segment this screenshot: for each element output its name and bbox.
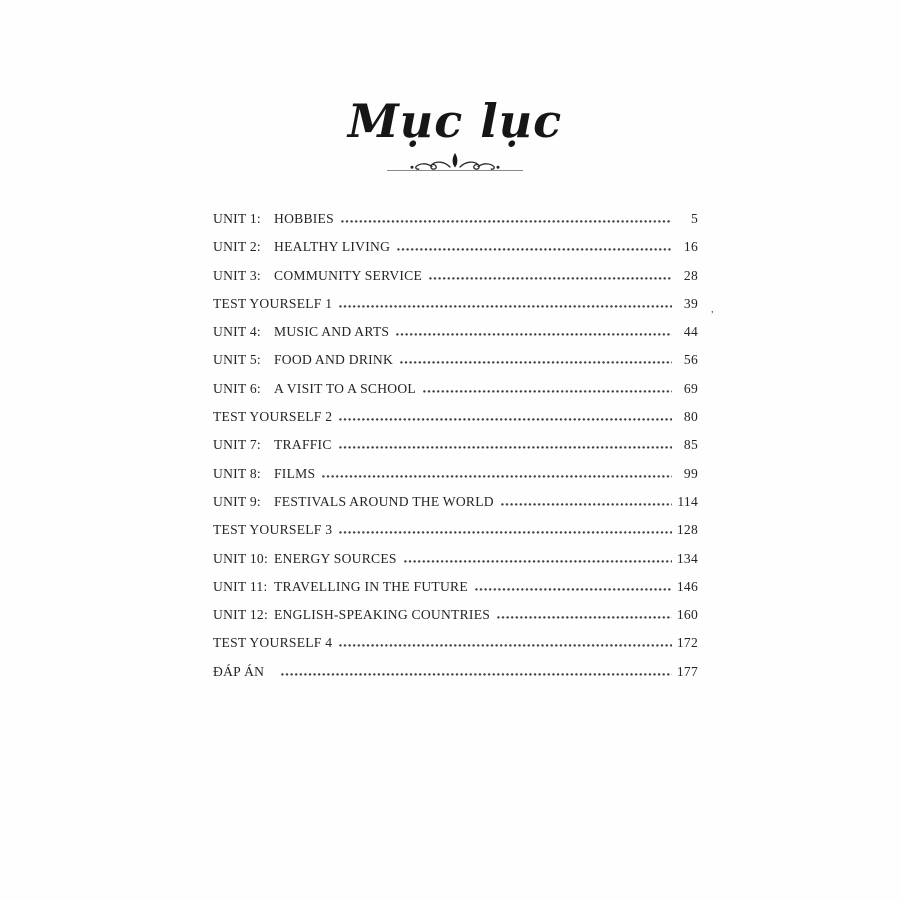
toc-entry bbox=[213, 268, 698, 283]
toc-entry bbox=[213, 409, 698, 424]
scan-speck: , bbox=[711, 303, 714, 315]
page-number: 5 bbox=[690, 211, 698, 226]
dot-leader bbox=[339, 530, 672, 534]
dot-leader bbox=[339, 417, 672, 421]
flourish-divider-icon bbox=[387, 150, 523, 176]
entry-title: MUSIC AND ARTS bbox=[274, 324, 390, 340]
page-number: 39 bbox=[683, 295, 698, 311]
toc-entry bbox=[213, 607, 698, 622]
toc-entry bbox=[213, 239, 698, 254]
entry-title: HEALTHY LIVING bbox=[274, 239, 391, 255]
dot-leader bbox=[397, 247, 672, 251]
dot-leader bbox=[404, 559, 672, 563]
entry-title: ENGLISH-SPEAKING COUNTRIES bbox=[274, 607, 491, 623]
entry-title: TRAFFIC bbox=[274, 437, 332, 453]
dot-leader bbox=[423, 389, 672, 393]
page-number: 80 bbox=[683, 409, 698, 425]
toc-entry bbox=[213, 635, 698, 650]
toc-entry bbox=[213, 522, 698, 537]
dot-leader bbox=[339, 643, 672, 647]
page-number: 16 bbox=[683, 239, 698, 255]
dot-leader bbox=[429, 276, 672, 280]
dot-leader bbox=[339, 445, 672, 449]
entry-title: HOBBIES bbox=[274, 211, 334, 226]
entry-label: UNIT 1: bbox=[213, 211, 261, 226]
page-number: 85 bbox=[683, 437, 698, 453]
toc-entry bbox=[213, 437, 698, 452]
entry-label: UNIT 10: bbox=[213, 550, 268, 566]
entry-label: UNIT 5: bbox=[213, 352, 261, 368]
entry-label: TEST YOURSELF 1 bbox=[213, 295, 333, 311]
page-number: 177 bbox=[676, 663, 698, 679]
entry-title: FILMS bbox=[274, 465, 316, 481]
dot-leader bbox=[396, 332, 672, 336]
entry-title: FOOD AND DRINK bbox=[274, 352, 394, 368]
page-number: 134 bbox=[676, 550, 698, 566]
toc-entry bbox=[213, 664, 698, 679]
toc-entry bbox=[213, 466, 698, 481]
entry-label: UNIT 4: bbox=[213, 324, 261, 340]
toc-entry bbox=[213, 211, 698, 226]
toc-entry bbox=[213, 579, 698, 594]
toc-entry bbox=[213, 352, 698, 367]
dot-leader bbox=[475, 587, 672, 591]
entry-label: UNIT 8: bbox=[213, 465, 261, 481]
toc-entry bbox=[213, 324, 698, 339]
entry-label: UNIT 7: bbox=[213, 437, 261, 453]
dot-leader bbox=[400, 360, 672, 364]
page-number: 114 bbox=[677, 493, 698, 509]
entry-label: UNIT 3: bbox=[213, 267, 261, 283]
dot-leader bbox=[281, 672, 672, 676]
toc-entry bbox=[213, 494, 698, 509]
page-number: 146 bbox=[676, 578, 698, 594]
page-number: 99 bbox=[683, 465, 698, 481]
toc-list bbox=[213, 211, 698, 692]
entry-label: UNIT 9: bbox=[213, 493, 261, 509]
page-number: 128 bbox=[676, 522, 698, 538]
dot-leader bbox=[501, 502, 672, 506]
page-number: 160 bbox=[676, 607, 698, 623]
entry-label: UNIT 12: bbox=[213, 607, 268, 623]
toc-entry bbox=[213, 381, 698, 396]
entry-label: UNIT 6: bbox=[213, 380, 261, 396]
dot-leader bbox=[339, 304, 672, 308]
entry-title: A VISIT TO A SCHOOL bbox=[274, 380, 416, 396]
toc-entry bbox=[213, 551, 698, 566]
page-number: 28 bbox=[683, 267, 698, 283]
entry-title: TRAVELLING IN THE FUTURE bbox=[274, 578, 468, 594]
dot-leader bbox=[322, 474, 672, 478]
page-title: Mục lục bbox=[347, 94, 563, 148]
entry-title: FESTIVALS AROUND THE WORLD bbox=[274, 493, 494, 509]
entry-label: ĐÁP ÁN bbox=[213, 663, 268, 679]
dot-leader bbox=[497, 615, 672, 619]
page-number: 172 bbox=[676, 635, 698, 651]
page-number: 44 bbox=[683, 324, 698, 340]
entry-label: UNIT 2: bbox=[213, 239, 261, 255]
entry-label: TEST YOURSELF 2 bbox=[213, 409, 333, 425]
page-number: 56 bbox=[683, 352, 698, 368]
dot-leader bbox=[341, 219, 672, 223]
entry-title: COMMUNITY SERVICE bbox=[274, 267, 423, 283]
entry-label: UNIT 11: bbox=[213, 578, 268, 594]
entry-title: ENERGY SOURCES bbox=[274, 550, 397, 566]
toc-entry bbox=[213, 296, 698, 311]
flourish-divider bbox=[0, 150, 900, 181]
entry-label: TEST YOURSELF 4 bbox=[213, 635, 333, 651]
page-number: 69 bbox=[683, 380, 698, 396]
entry-label: TEST YOURSELF 3 bbox=[213, 522, 333, 538]
